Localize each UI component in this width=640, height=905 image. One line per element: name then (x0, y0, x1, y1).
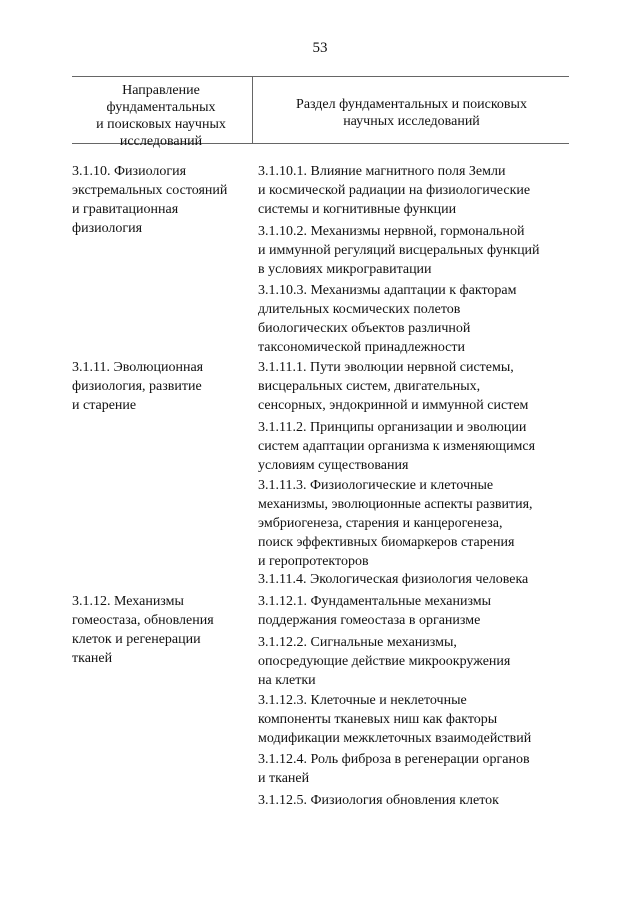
direction-3-1-12: 3.1.12. Механизмы гомеостаза, обновления клеток и регенерации тканей (72, 594, 214, 666)
section-3-1-11-1: 3.1.11.1. Пути эволюции нервной системы, висцеральных систем, двигательных, сенсорных, эндокринной и иммунной систем (258, 360, 529, 413)
section-3-1-12-5: 3.1.12.5. Физиология обновления клеток (258, 793, 499, 808)
section-3-1-11-2: 3.1.11.2. Принципы организации и эволюции систем адаптации организма к изменяющимся условиям существования (258, 420, 536, 473)
section-3-1-12-4: 3.1.12.4. Роль фиброза в регенерации органов и тканей (258, 752, 530, 786)
page-number: 53 (312, 40, 328, 56)
section-3-1-11-4: 3.1.11.4. Экологическая физиология человека (258, 572, 529, 587)
direction-3-1-11: 3.1.11. Эволюционная физиология, развитие и старение (72, 360, 204, 413)
section-3-1-11-3: 3.1.11.3. Физиологические и клеточные механизмы, эволюционные аспекты развития, эмбриогенеза, старения и канцерогенеза, поиск эффективных биомаркеров старения и геропротекторов (258, 478, 533, 569)
section-3-1-12-2: 3.1.12.2. Сигнальные механизмы, опосредующие действие микроокружения на клетки (258, 635, 511, 688)
header-column-divider (252, 76, 253, 143)
section-3-1-10-2: 3.1.10.2. Механизмы нервной, гормональной и иммунной регуляций висцеральных функций в условиях микрогравитации (258, 224, 540, 277)
section-3-1-12-3: 3.1.12.3. Клеточные и неклеточные компоненты тканевых ниш как факторы модификации межклеточных взаимодействий (258, 693, 532, 746)
section-3-1-10-1: 3.1.10.1. Влияние магнитного поля Земли и космической радиации на физиологические системы и когнитивные функции (258, 164, 531, 217)
column-header-direction: Направление фундаментальных и поисковых научных исследований (96, 83, 226, 149)
column-header-section: Раздел фундаментальных и поисковых научных исследований (296, 97, 527, 129)
table-top-rule (72, 76, 569, 77)
direction-3-1-10: 3.1.10. Физиология экстремальных состояний и гравитационная физиология (72, 164, 228, 236)
section-3-1-10-3: 3.1.10.3. Механизмы адаптации к факторам длительных космических полетов биологических объектов различной таксономической принадлежности (258, 283, 517, 355)
section-3-1-12-1: 3.1.12.1. Фундаментальные механизмы поддержания гомеостаза в организме (258, 594, 492, 628)
